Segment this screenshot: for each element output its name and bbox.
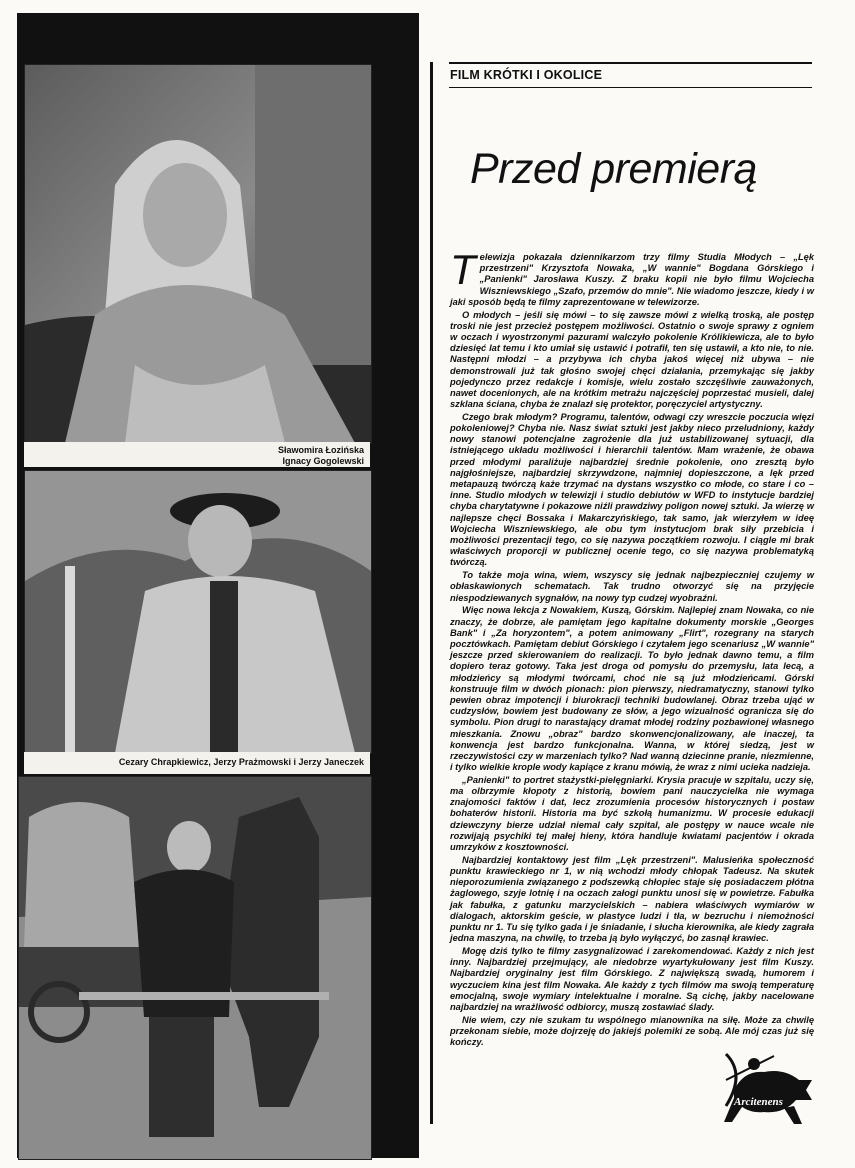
section-label: FILM KRÓTKI I OKOLICE	[450, 68, 603, 82]
article-paragraph: Nie wiem, czy nie szukam tu wspólnego mianownika na siłę. Może za chwilę przekonam siebie, może dojrzeję do jakiejś polemiki ze sobą. Ale mój czas już się kończy.	[450, 1014, 814, 1048]
article-paragraph: Mogę dziś tylko te filmy zasygnalizować i zarekomendować. Każdy z nich jest inny. Najbardziej przejmujący, ale niedobrze wyartykułowany jest film Kuszy. Najbardziej oryginalny jest film Górskiego. Z największą swadą, humorem i wyczuciem kina jest film Nowaka. Ale każdy z tych filmów ma swoją temperaturę emocjalną, swoje wymiary intelektualne i moralne. Są cichę, jakby nacelowane najbardziej na wrażliwość odbiorcy, muszą zostawiać ślady.	[450, 945, 814, 1012]
photo-woman-headscarf	[24, 64, 372, 444]
caption-line: Sławomira Łozińska	[277, 445, 364, 455]
section-rule-bottom	[449, 87, 812, 88]
paragraph-text: elewizja pokazała dziennikarzom trzy filmy Studia Młodych – „Lęk przestrzeni" Krzysztofa Nowaka, „W wannie" Bogdana Górskiego i „Panienki" Jarosława Kuszy. Z braku kopii nie było filmu Wojciecha Wiszniewskiego „Szafo, przemów do mnie". Nie wiadomo jeszcze, kiedy i w jaki sposób będą te filmy zaprezentowane w telewizorze.	[450, 252, 814, 307]
signature-text: Arcitenens	[734, 1096, 783, 1108]
caption-line: Ignacy Gogolewski	[282, 456, 364, 466]
article-paragraph	[450, 246, 814, 308]
article-paragraph: Najbardziej kontaktowy jest film „Lęk przestrzeni". Malusieńka społeczność punktu krawieckiego nr 1, w nią wchodzi młody chłopak Tadeusz. Na skutek nieporozumienia związanego z podszewką chłopiec staje się posiadaczem płótna żaglowego, szyje lotnię i na oczach załogi punktu unosi się w powietrze. Fabułka jak fabułka, z gatunku marzycielskich – nabiera właściwych wymiarów w dialogach, aktorskim geście, w plastyce ludzi i tła, w bezruchu i niemożności punktu nr 1. Tu się tylko gada i je śniadanie, i słucha kierownika, ale kiedy zagrała jedna maszyna, na chwilę, to trzeba ją było wyłączyć, bo zasnął krawiec.	[450, 854, 814, 944]
photo-man-hat-staff	[24, 470, 372, 754]
archer-logo-icon	[714, 1050, 816, 1128]
article-paragraph: Więc nowa lekcja z Nowakiem, Kuszą, Górskim. Najlepiej znam Nowaka, co nie znaczy, że dobrze, ale pamiętam jego kapitalne dokumenty morskie „Georges Bank" i „Za horyzontem", a potem animowany „Flirt", rozegrany na starych pocztówkach. Pamiętam debiut Górskiego i czytałem jego scenariusz „W wannie" jeszcze przed skierowaniem do realizacji. To było jednak dawno temu, a film dopiero teraz gotowy. Taka jest droga od pomysłu do przemysłu, lata lecą, a młodzieńcy są młodymi twórcami, choć nie są już młodzieńcami. Górski konstruuje film w dwóch pionach: pion pierwszy, niedramatyczny, stanowi tylko pewien obraz impotencji i biurokracji techniki budowlanej. Obraz trzeba ująć w cudzysłów, bowiem jest budowany ze słów, a jego wizualność ogranicza się do symbolu. Pion drugi to narastający dramat młodej rodziny pozbawionej własnego mieszkania. Znowu „obraz" bardzo skonwencjonalizowany, ale inaczej, ta konwencja jest bardzo funkcjonalna. Wanna, w której siedzą, jest w rzeczywistości czy w marzeniach tylko? Nad wanną dziecinne pranie, niezmienne, i tylko wielkie krople wody kapiące z kranu mówią, że wraz z nimi ucieka nadzieja.	[450, 605, 814, 773]
drop-cap: T	[450, 246, 476, 293]
section-rule-top	[449, 62, 812, 64]
article-paragraph: „Panienki" to portret stażystki-pielęgniarki. Krysia pracuje w szpitalu, uczy się, ma olbrzymie kłopoty z historią, bowiem pani nauczycielka nie wymaga znajomości faktów i dat, lecz zrozumienia procesów historycznych i postaw bohaterów historii. Historia ma być szkołą humanizmu. W procesie edukacji dziewczyny bierze udział niemal cały szpital, ale postępy w nauce wcale nie rozwijają psychiki tej małej hieny, która handluje kwiatami pacjentów i okrada umrzyków z kosztowności.	[450, 774, 814, 853]
article-title: Przed premierą	[470, 145, 757, 193]
photo1-caption	[24, 442, 370, 467]
photo2-caption	[24, 752, 370, 774]
article-paragraph: O młodych – jeśli się mówi – to się zawsze mówi z wielką troską, ale postęp troski nie jest przecież postępem możliwości. Ostatnio o swoje sprawy z ogniem w oczach i wyostrzonymi pazurami walczyło pokolenie Królikiewicza, ale to było dziesięć lat temu i kto umiał się ustawić i potrafił, ten się ustawił, a kto nie, to nie. Następni młodzi – a przybywa ich chyba jakoś więcej niż ubywa – nie demonstrowali już tak głośno swojej chęci działania, przemykając się jakby pojedynczo przez redakcje i komisje, wielu zostało szczęśliwie zauważonych, nawet docenionych, ale na krótkim metrażu najczęściej poprzestać musieli, dalej szklana ściana, chyba że znalazł się protektor, poręczyciel artystyczny.	[450, 309, 814, 410]
vertical-rule	[430, 62, 433, 1124]
article-body	[450, 246, 814, 1050]
caption-line: Cezary Chrapkiewicz, Jerzy Prażmowski i Jerzy Janeczek	[118, 757, 364, 767]
photo-horse-cart	[18, 776, 372, 1160]
article-paragraph: Czego brak młodym? Programu, talentów, odwagi czy wreszcie poczucia więzi pokoleniowej? Chyba nie. Nasz świat sztuki jest jakby nieco przeludniony, każdy nowy stanowi potencjalne zagrożenie dla już ustabilizowanej sytuacji, dla istniejącego układu możliwości i hierarchii talentów. Mam wrażenie, że obawa przed młodymi paraliżuje najbardziej średnie pokolenie, ono zresztą było najgłośniejsze, najbardziej skrzywdzone, najmniej dopieszczone, a lęk przed metapauzą twórczą każe trzymać na dystans wszystko co młode, co stare i co – inne. Studio młodych w telewizji i studio debiutów w WFD to instytucje bardziej chyba charytatywne i pokazowe niźli prawdziwy poligon nowej sztuki. Ja wierzę w najlepsze chęci Bossaka i Makarczyńskiego, tak samo, jak wierzyłem w ideę Wojciecha Wiszniewskiego, ale obu tym instytucjom brak siły przebicia i możliwości prezentacji tego, co się nazywa początkiem rozwoju. I ciągle mi brak właściwych proporcji w publicznej ocenie tego, co się nazywa problematyką twórczą.	[450, 411, 814, 568]
article-paragraph: To także moja wina, wiem, wszyscy się jednak najbezpieczniej czujemy w obłaskawionych schematach. Tak trudno otworzyć się na przyjęcie niespodziewanych sygnałów, na nowy typ cudzej wyobraźni.	[450, 570, 814, 603]
